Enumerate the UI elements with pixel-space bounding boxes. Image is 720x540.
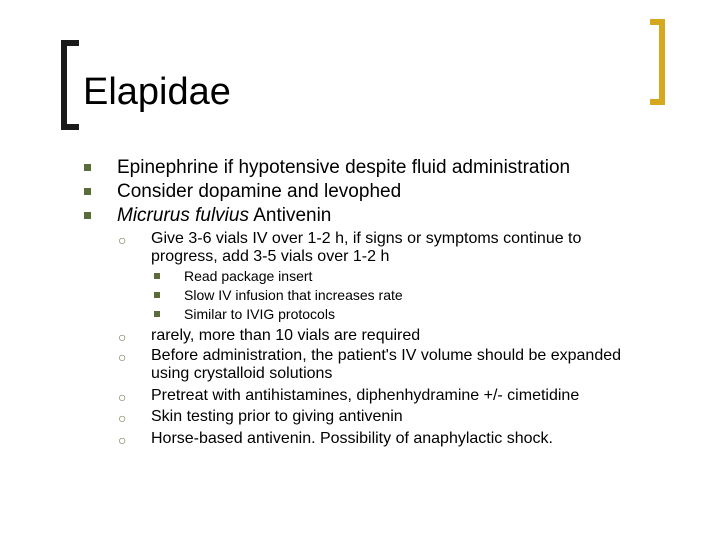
sub-bullet-text: Give 3-6 vials IV over 1-2 h, if signs or symptoms continue to progress, add 3-5 vials over 1-2 h <box>151 230 582 265</box>
right-bracket-bar <box>659 19 665 105</box>
bullet-text: Epinephrine if hypotensive despite fluid administration <box>117 157 571 178</box>
left-bracket-bottom <box>61 124 79 130</box>
circle-bullet-icon: ○ <box>118 410 127 426</box>
square-bullet-icon <box>154 311 160 317</box>
square-bullet-icon <box>154 273 160 279</box>
bullet-text: Consider dopamine and levophed <box>117 181 402 202</box>
circle-bullet-icon: ○ <box>118 432 127 448</box>
circle-bullet-icon: ○ <box>118 232 127 248</box>
circle-bullet-icon: ○ <box>118 389 127 405</box>
sub-bullet-text: Skin testing prior to giving antivenin <box>151 408 403 425</box>
bullet-text-rest: Antivenin <box>248 205 332 226</box>
circle-bullet-icon: ○ <box>118 329 127 345</box>
sub-bullet-text: Pretreat with antihistamines, diphenhydramine +/- cimetidine <box>151 387 580 404</box>
square-bullet-icon <box>84 164 91 171</box>
bullet-text <box>117 204 331 228</box>
sub-bullet-text: Before administration, the patient's IV volume should be expanded using crystalloid solutions <box>151 347 622 382</box>
sub-bullet-text: rarely, more than 10 vials are required <box>151 327 421 344</box>
species-name: Micrurus fulvius <box>117 205 249 226</box>
sub-sub-bullet-text: Similar to IVIG protocols <box>184 306 335 322</box>
square-bullet-icon <box>84 212 91 219</box>
sub-sub-bullet-text: Slow IV infusion that increases rate <box>184 287 403 303</box>
square-bullet-icon <box>154 292 160 298</box>
sub-bullet-text: Horse-based antivenin. Possibility of anaphylactic shock. <box>151 430 553 447</box>
square-bullet-icon <box>84 188 91 195</box>
right-bracket-bottom <box>650 99 665 105</box>
sub-sub-bullet-text: Read package insert <box>184 268 313 284</box>
slide-title: Elapidae <box>83 71 231 113</box>
right-bracket-top <box>650 19 665 25</box>
left-bracket-bar <box>61 40 67 130</box>
left-bracket-top <box>61 40 79 46</box>
circle-bullet-icon: ○ <box>118 349 127 365</box>
